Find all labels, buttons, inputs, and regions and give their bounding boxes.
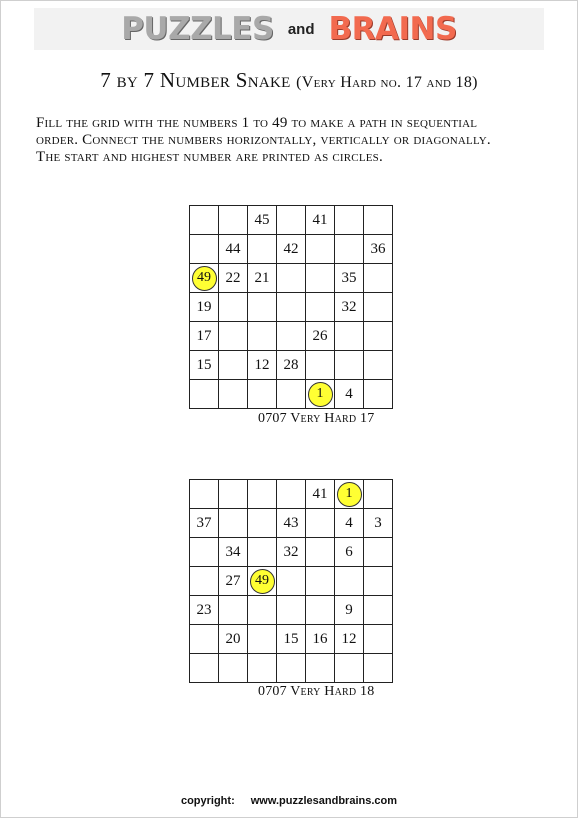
grid-cell[interactable] — [277, 567, 306, 596]
grid-cell[interactable] — [364, 351, 393, 380]
grid-cell[interactable] — [335, 293, 364, 322]
grid-cell[interactable] — [335, 625, 364, 654]
grid-cell[interactable] — [306, 264, 335, 293]
logo-left-word: PUZZLES — [121, 11, 274, 47]
grid-cell[interactable] — [306, 509, 335, 538]
grid-cell[interactable] — [335, 654, 364, 683]
grid-cell[interactable] — [306, 322, 335, 351]
grid-cell[interactable] — [190, 654, 219, 683]
grid-cell[interactable] — [277, 206, 306, 235]
cell-number: 15 — [283, 630, 299, 647]
grid-cell[interactable] — [306, 538, 335, 567]
grid-cell[interactable] — [219, 322, 248, 351]
copyright-label: copyright: — [180, 795, 235, 807]
grid-cell[interactable] — [277, 654, 306, 683]
instruction-line: Fill the grid with the numbers 1 to 49 to make a path in sequential — [36, 115, 478, 131]
grid-cell[interactable] — [248, 538, 277, 567]
grid-cell[interactable] — [190, 235, 219, 264]
cell-number: 41 — [312, 485, 328, 502]
grid-cell[interactable] — [190, 625, 219, 654]
grid-cell[interactable] — [248, 322, 277, 351]
grid-cell[interactable] — [335, 322, 364, 351]
grid-cell[interactable] — [277, 264, 306, 293]
grid-cell[interactable] — [219, 480, 248, 509]
grid-cell[interactable] — [248, 596, 277, 625]
grid-cell[interactable] — [306, 480, 335, 509]
site-logo — [34, 8, 544, 50]
grid-cell[interactable] — [190, 538, 219, 567]
grid-cell[interactable] — [248, 654, 277, 683]
cell-number: 44 — [225, 240, 241, 257]
grid-cell[interactable] — [306, 235, 335, 264]
grid-cell[interactable] — [248, 293, 277, 322]
grid-cell[interactable] — [190, 264, 219, 293]
grid-cell[interactable] — [219, 625, 248, 654]
grid-cell[interactable] — [219, 509, 248, 538]
grid-cell[interactable] — [364, 596, 393, 625]
grid-cell[interactable] — [364, 567, 393, 596]
grid-cell[interactable] — [190, 380, 219, 409]
grid-cell[interactable] — [248, 264, 277, 293]
grid-cell[interactable] — [364, 509, 393, 538]
grid-cell[interactable] — [248, 567, 277, 596]
cell-number: 45 — [254, 211, 270, 228]
puzzle-grid-18 — [189, 479, 393, 683]
grid-cell[interactable] — [190, 206, 219, 235]
grid-cell[interactable] — [306, 567, 335, 596]
grid-cell[interactable] — [306, 625, 335, 654]
site-link[interactable]: www.puzzlesandbrains.com — [250, 795, 398, 807]
grid-cell[interactable] — [335, 480, 364, 509]
grid-cell[interactable] — [335, 567, 364, 596]
grid-cell[interactable] — [219, 380, 248, 409]
grid-cell[interactable] — [190, 509, 219, 538]
cell-number: 34 — [225, 543, 241, 560]
cell-number: 21 — [254, 269, 270, 286]
grid-cell[interactable] — [335, 235, 364, 264]
grid-cell[interactable] — [364, 322, 393, 351]
cell-number: 27 — [225, 572, 241, 589]
cell-number: 16 — [312, 630, 328, 647]
circled-number: 49 — [192, 266, 217, 291]
grid-cell[interactable] — [364, 293, 393, 322]
grid-cell[interactable] — [306, 654, 335, 683]
grid-cell[interactable] — [190, 567, 219, 596]
cell-number: 43 — [283, 514, 299, 531]
cell-number: 20 — [225, 630, 241, 647]
grid-cell[interactable] — [219, 351, 248, 380]
grid-cell[interactable] — [364, 538, 393, 567]
grid-cell[interactable] — [364, 380, 393, 409]
grid-cell[interactable] — [364, 235, 393, 264]
grid-cell[interactable] — [219, 235, 248, 264]
grid-cell[interactable] — [190, 480, 219, 509]
grid-cell[interactable] — [219, 654, 248, 683]
grid-cell[interactable] — [335, 264, 364, 293]
cell-number: 22 — [225, 269, 241, 286]
cell-number: 32 — [283, 543, 299, 560]
cell-number: 12 — [341, 630, 357, 647]
cell-number: 23 — [196, 601, 212, 618]
grid-cell[interactable] — [248, 509, 277, 538]
grid-cell[interactable] — [277, 596, 306, 625]
grid-cell[interactable] — [248, 351, 277, 380]
cell-number: 41 — [312, 211, 328, 228]
cell-number: 37 — [196, 514, 212, 531]
instruction-line: The start and highest number are printed as circles. — [36, 149, 383, 165]
grid-cell[interactable] — [248, 625, 277, 654]
grid-cell[interactable] — [190, 351, 219, 380]
grid-cell[interactable] — [364, 480, 393, 509]
grid-cell[interactable] — [219, 293, 248, 322]
cell-number: 36 — [370, 240, 386, 257]
grid-cell[interactable] — [277, 380, 306, 409]
grid-cell[interactable] — [277, 625, 306, 654]
grid-cell[interactable] — [364, 206, 393, 235]
grid-cell[interactable] — [306, 293, 335, 322]
puzzle-grid-17 — [189, 205, 393, 409]
grid-cell[interactable] — [277, 322, 306, 351]
footer — [0, 795, 578, 807]
title-sub: (Very Hard no. 17 and 18) — [296, 74, 478, 91]
grid-cell[interactable] — [248, 480, 277, 509]
instruction-line: order. Connect the numbers horizontally, vertically or diagonally. — [36, 132, 491, 148]
grid-cell[interactable] — [277, 480, 306, 509]
grid-cell[interactable] — [306, 206, 335, 235]
grid-cell[interactable] — [364, 264, 393, 293]
grid-cell[interactable] — [277, 235, 306, 264]
grid-cell[interactable] — [277, 293, 306, 322]
grid-cell[interactable] — [364, 654, 393, 683]
cell-number: 12 — [254, 356, 270, 373]
grid-cell[interactable] — [190, 596, 219, 625]
grid-cell[interactable] — [335, 509, 364, 538]
cell-number: 35 — [341, 269, 357, 286]
cell-number: 28 — [283, 356, 299, 373]
grid-cell[interactable] — [335, 538, 364, 567]
cell-number: 4 — [345, 385, 353, 402]
puzzle-caption-17: 0707 Very Hard 17 — [258, 411, 375, 426]
circled-number: 49 — [250, 569, 275, 594]
grid-cell[interactable] — [277, 509, 306, 538]
instructions — [36, 115, 556, 166]
cell-number: 26 — [312, 327, 328, 344]
cell-number: 42 — [283, 240, 299, 257]
grid-cell[interactable] — [219, 567, 248, 596]
grid-cell[interactable] — [306, 380, 335, 409]
puzzle-caption-18: 0707 Very Hard 18 — [258, 684, 375, 699]
grid-cell[interactable] — [219, 264, 248, 293]
logo-and-word: and — [287, 20, 315, 38]
grid-cell[interactable] — [335, 351, 364, 380]
grid-cell[interactable] — [190, 293, 219, 322]
logo-right-word: BRAINS — [328, 11, 457, 47]
grid-cell[interactable] — [248, 235, 277, 264]
grid-cell[interactable] — [335, 380, 364, 409]
grid-cell[interactable] — [335, 206, 364, 235]
cell-number: 4 — [345, 514, 353, 531]
circled-number: 1 — [337, 482, 362, 507]
grid-cell[interactable] — [219, 206, 248, 235]
grid-cell[interactable] — [190, 322, 219, 351]
title-main: 7 by 7 Number Snake — [100, 68, 291, 92]
cell-number: 6 — [345, 543, 353, 560]
cell-number: 15 — [196, 356, 212, 373]
cell-number: 19 — [196, 298, 212, 315]
page-title — [0, 68, 578, 93]
cell-number: 9 — [345, 601, 353, 618]
cell-number: 3 — [374, 514, 382, 531]
grid-cell[interactable] — [277, 351, 306, 380]
grid-cell[interactable] — [364, 625, 393, 654]
grid-cell[interactable] — [219, 538, 248, 567]
grid-cell[interactable] — [306, 351, 335, 380]
cell-number: 32 — [341, 298, 357, 315]
grid-cell[interactable] — [248, 380, 277, 409]
grid-cell[interactable] — [219, 596, 248, 625]
circled-number: 1 — [308, 382, 333, 407]
grid-cell[interactable] — [277, 538, 306, 567]
cell-number: 17 — [196, 327, 212, 344]
grid-cell[interactable] — [335, 596, 364, 625]
grid-cell[interactable] — [306, 596, 335, 625]
grid-cell[interactable] — [248, 206, 277, 235]
